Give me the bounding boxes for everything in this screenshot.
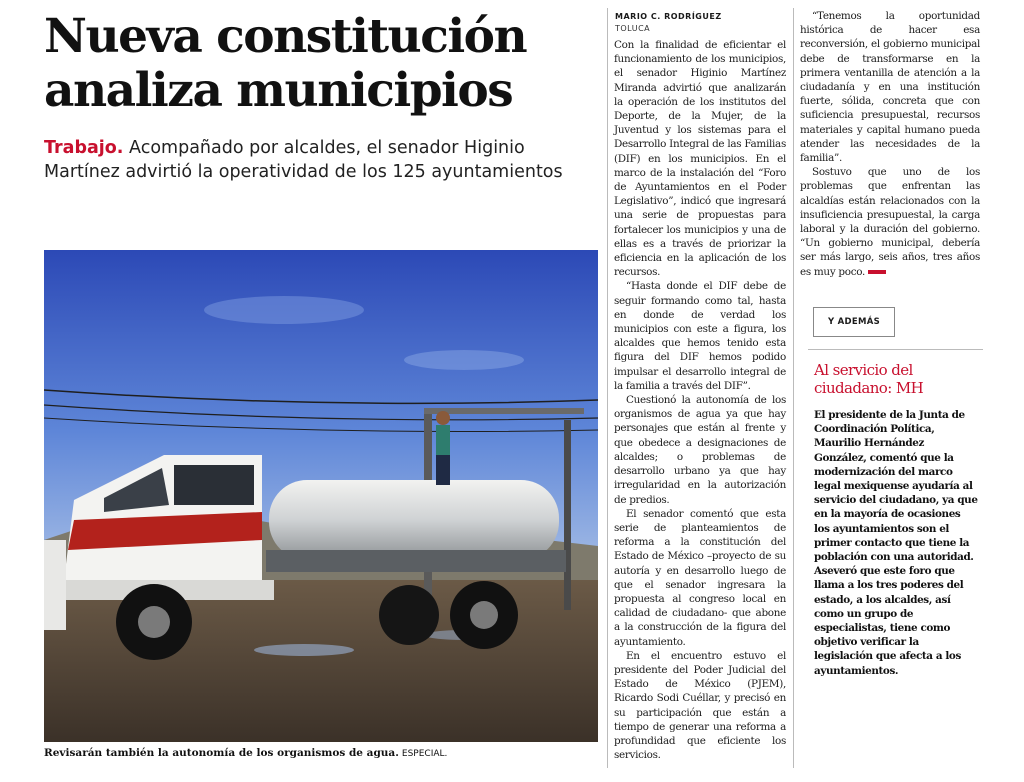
photo-caption xyxy=(44,746,604,761)
deck-text: Acompañado por alcaldes, el senador Higinio Martínez advirtió la operatividad de los 125 ayuntamientos xyxy=(44,138,563,182)
water-truck-illustration xyxy=(44,250,598,742)
sidebar-paragraph: El presidente de la Junta de Coordinación Política, Maurilio Hernández González, comentó que la modernización del marco legal mexiquense ayudaría al servicio del ciudadano, ya que en la mayoría de ocasiones los ayuntamientos son el primer contacto que tiene la población con una autoridad. xyxy=(814,409,978,564)
article-paragraph-text: Sostuvo que uno de los problemas que enfrentan las alcaldías están relacionados con la insuficiencia presupuestal, la carga laboral y la duración del gobierno. “Un gobierno municipal, debería ser más largo, seis años, tres años es muy poco. xyxy=(800,166,980,278)
sidebar-title: Al servicio del ciudadano: MH xyxy=(814,361,924,397)
deck-kicker: Trabajo. xyxy=(44,138,124,158)
deck xyxy=(44,136,604,184)
column-divider xyxy=(793,8,794,768)
caption-text: Revisarán también la autonomía de los organismos de agua. xyxy=(44,747,399,759)
news-photo xyxy=(44,250,598,742)
article-column-1 xyxy=(614,38,786,762)
article-paragraph: “Tenemos la oportunidad histórica de hacer esa reconversión, el gobierno municipal debe de transformarse en la primera ventanilla de atención a la ciudadanía y en una institución fuerte, sólida, concreta que con suficiencia presupuestal, recursos materiales y capital humano pueda atender las necesidades de la familia”. xyxy=(800,10,980,165)
byline-location: TOLUCA xyxy=(615,24,651,33)
headline-line-2: analiza municipios xyxy=(44,63,513,118)
article-paragraph: Con la finalidad de eficientar el funcionamiento de los municipios, el senador Higinio Martínez Miranda advirtió que analizarán la operación de los institutos del Deporte, de la Mujer, de la Juventud y los sistemas para el Desarrollo Integral de las Familias (DIF) en los municipios. En el marco de la instalación del “Foro de Ayuntamientos en el Poder Legislativo”, indicó que ingresará una serie de propuestas para fortalecer los municipios y una de ellas es a través de priorizar la eficiencia en la aplicación de los recursos. xyxy=(614,39,786,279)
headline xyxy=(44,10,604,118)
article-paragraph: Cuestionó la autonomía de los organismos de agua ya que hay personajes que están al frente y que obedece a designaciones de alcaldes; o problemas de desarrollo urbano ya que hay irregularidad en la autorización de predios. xyxy=(614,394,786,506)
photo-credit: ESPECIAL. xyxy=(401,749,448,759)
article-paragraph: En el encuentro estuvo el presidente del Poder Judicial del Estado de México (PJEM), Ricardo Sodi Cuéllar, y precisó en su participación que están a tiempo de generar una reforma a profundidad que eficiente los servicios. xyxy=(614,649,786,762)
sidebar-divider xyxy=(808,349,983,350)
sidebar-paragraph: Aseveró que este foro que llama a los tres poderes del estado, a los alcaldes, así como un grupo de especialistas, tiene como objetivo verificar la legislación que afecta a los ayuntamientos. xyxy=(814,565,964,677)
article-paragraph: “Hasta donde el DIF debe de seguir formando como tal, hasta en donde de verdad los municipios con este a figura, los alcaldes que hemos tenido esta figura del DIF hemos podido impulsar el desarrollo integral de la familia a través del DIF”. xyxy=(614,280,786,392)
sidebar-body xyxy=(814,408,979,678)
byline-author: MARIO C. RODRÍGUEZ xyxy=(615,12,722,21)
column-divider xyxy=(607,8,608,768)
headline-line-1: Nueva constitución xyxy=(44,9,527,64)
article-paragraph-last xyxy=(800,165,980,279)
sidebar-tag: Y ADEMÁS xyxy=(813,307,895,337)
article-column-2 xyxy=(800,9,980,279)
article-paragraph: El senador comentó que esta serie de planteamientos de reforma a la constitución del Estado de México –proyecto de su autoría y en desarrollo luego de que el senador ingresara la propuesta al congreso local en calidad de ciudadano- que abone a la construcción de la figura del ayuntamiento. xyxy=(614,507,786,648)
end-mark xyxy=(868,270,886,274)
